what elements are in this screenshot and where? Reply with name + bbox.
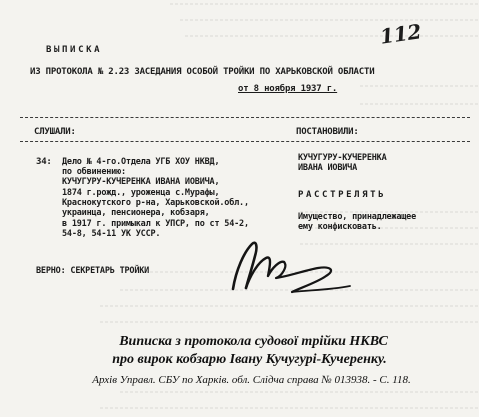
heard-line: 1874 г.рожд., уроженца с.Мурафы, [62, 188, 220, 198]
heard-line: в 1917 г. примыкал к УПСР, по ст 54-2, [62, 219, 249, 229]
heard-header: СЛУШАЛИ: [34, 127, 76, 137]
caption-line-2: про вирок кобзарю Івану Кучугурі-Кучеренку. [112, 352, 387, 367]
certification: ВЕРНО: СЕКРЕТАРЬ ТРОЙКИ [36, 266, 150, 276]
heard-line: Дело № 4-го.Отдела УГБ ХОУ НКВД, [62, 157, 220, 167]
decided-name: ИВАНА ИОВИЧА [298, 163, 358, 173]
margin-mark: 112 [378, 19, 423, 49]
confiscation-line: Имущество, принадлежащее [298, 212, 417, 222]
confiscation-line: ему конфисковать. [298, 222, 382, 232]
decided-header: ПОСТАНОВИЛИ: [296, 127, 359, 137]
heard-line: по обвинению: [62, 167, 126, 177]
item-number: 34: [36, 157, 52, 167]
decided-name: КУЧУГУРУ-КУЧЕРЕНКА [298, 153, 387, 163]
document-date: от 8 ноября 1937 г. [238, 84, 338, 94]
heard-line: КУЧУГУРУ-КУЧЕРЕНКА ИВАНА ИОВИЧА, [62, 177, 220, 187]
heard-line: украинца, пенсионера, кобзаря, [62, 208, 210, 218]
caption-source: Архів Управл. СБУ по Харків. обл. Слідча справа № 013938. - С. 118. [92, 374, 411, 386]
document-title: ВЫПИСКА [46, 45, 103, 55]
verdict: РАССТРЕЛЯТЬ [298, 190, 387, 200]
caption-line-1: Виписка з протокола судової трійки НКВС [119, 334, 388, 349]
heard-line: 54-8, 54-11 УК УССР. [62, 229, 161, 239]
heard-line: Краснокутского р-на, Харьковской.обл., [62, 198, 249, 208]
source-line: ИЗ ПРОТОКОЛА № 2.23 ЗАСЕДАНИЯ ОСОБОЙ ТРОЙКИ ПО ХАРЬКОВСКОЙ ОБЛАСТИ [30, 67, 375, 77]
